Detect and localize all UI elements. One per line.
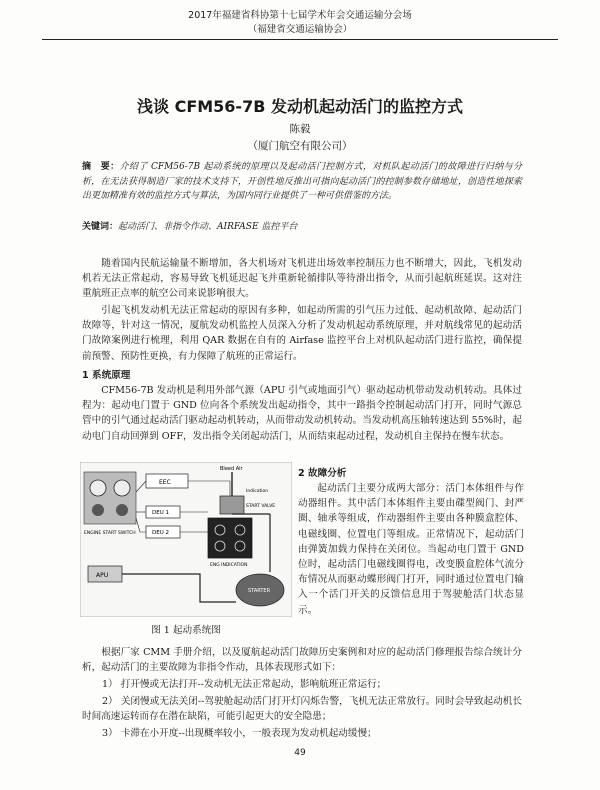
start-valve	[220, 496, 244, 514]
indication-label: Indication	[246, 489, 269, 494]
author-name: 陈毅	[289, 123, 311, 135]
abstract	[82, 160, 522, 204]
section-1-heading: 1 系统原理	[82, 370, 131, 381]
list-item	[82, 694, 522, 724]
list-item-number: 2）	[102, 696, 118, 707]
conference-header: 2017年福建省科协第十七届学术年会交通运输分会场	[188, 10, 412, 21]
abstract-text: 介绍了 CFM56-7B 起动系统的原理以及起动活门控制方式，对机队起动活门的故障进行归纳与分析，在无法获得制造厂家的技术支持下，开创性地反推出可指向起动活门的控制参数存储地址，创造性地探索出更加精准有效的监控方式与算法，为国内同行业提供了一种可供借鉴的方法。	[82, 162, 522, 201]
list-item-number: 3）	[102, 728, 118, 739]
start-switch-panel	[84, 472, 136, 524]
list-item	[82, 726, 522, 741]
conference-subheader: （福建省交通运输协会）	[247, 24, 353, 35]
abstract-label: 摘 要：	[82, 162, 120, 172]
keywords-text: 起动活门、非指令作动、AIRFASE 监控平台	[118, 222, 298, 232]
deu2-label: DEU 2	[152, 530, 169, 536]
start-system-diagram	[80, 462, 292, 617]
paper-title: 浅谈 CFM56-7B 发动机起动活门的监控方式	[137, 97, 463, 116]
list-item-number: 1）	[102, 679, 118, 690]
indicator-light-1	[92, 504, 104, 516]
section-2-text: 起动活门主要分成两大部分：活门本体组件与作动器组件。其中活门本体组件主要由碟型阀门、封严圈、轴承等组成，作动器组件主要由各种膜盒腔体、电磁线圈、位置电门等组成。正常情况下，起动活门由弹簧加载力保持在关闭位。当起动电门置于 GND 位时，起动活门电磁线圈得电，改变膜盒腔体气流分布情况从而驱动蝶形阀门打开，同时通过位置电门输入一个活门开关的反馈信息用于驾驶舱活门状态显示。	[298, 483, 524, 616]
eec-label: EEC	[159, 479, 171, 486]
switch-label: ENGINE START SWITCH	[84, 531, 136, 536]
cmm-paragraph: 根据厂家 CMM 手册介绍，以及厦航起动活门故障历史案例和对应的起动活门修理报告综合统计分析，起动活门的主要故障为非指令作动，具体表现形式如下：	[82, 647, 522, 674]
list-item-text: 卡滞在小开度--出现概率较小，一般表现为发动机起动缓慢；	[120, 728, 377, 739]
apu-label: APU	[96, 572, 109, 579]
list-item	[82, 677, 522, 692]
start-switch-knob-2	[114, 480, 130, 496]
indicator-light-2	[116, 504, 128, 516]
section-1-text: CFM56-7B 发动机是利用外部气源（APU 引气或地面引气）驱动起动机带动发动机转动。具体过程为：起动电门置于 GND 位向各个系统发出起动指令，其中一路指令控制起动活门打开，同时气源总管中的引气通过起动活门驱动起动机转动，从而带动发动机转动。当发动机高压轴转速达到 55%时，起动电门自动回弹到 OFF，发出指令关闭起动活门，从而结束起动过程，发动机自主保持在慢车状态。	[82, 385, 522, 442]
intro-paragraph-2: 引起飞机发动机无法正常起动的原因有多种，如起动所需的引气压力过低、起动机故障、起动活门故障等，针对这一情况，厦航发动机监控人员深入分析了发动机起动系统原理，并对航线常见的起动活门故障案例进行梳理，利用 QAR 数据在自有的 Airfase 监控平台上对机队起动活门进行监控，确保提前预警、预防性更换，有力保障了航班的正常运行。	[82, 305, 522, 362]
keywords	[82, 220, 522, 235]
bleed-air-label: Bleed Air	[220, 466, 243, 472]
intro-paragraph-1: 随着国内民航运输量不断增加，各大机场对飞机进出场效率控制压力也不断增大，因此，飞机发动机若无法正常起动，容易导致飞机延迟起飞并重新轮循排队等待滑出指令，从而引起航班延误。这对注重航班正点率的航空公司来说影响很大。	[82, 258, 522, 300]
keywords-label: 关键词：	[82, 222, 119, 232]
deu1-label: DEU 1	[152, 510, 169, 516]
page-number: 49	[294, 748, 306, 758]
starter-label: STARTER	[248, 588, 271, 594]
figure-caption: 图 1 起动系统图	[151, 625, 221, 636]
engine-display	[208, 518, 252, 558]
valve-label: START VALVE	[246, 504, 276, 509]
start-switch-knob-1	[90, 480, 106, 496]
header-rule	[42, 39, 558, 40]
section-2-heading: 2 故障分析	[298, 468, 347, 479]
display-label: ENG INDICATION	[210, 563, 248, 568]
list-item-text: 打开慢或无法打开--发动机无法正常起动，影响航班正常运行；	[120, 679, 387, 690]
list-item-text: 关闭慢或无法关闭--驾驶舱起动活门打开灯闪烁告警，飞机无法正常放行。同时会导致起动机长时间高速运转而存在潜在缺陷，可能引起更大的安全隐患；	[82, 696, 522, 723]
author-affiliation: （厦门航空有限公司）	[247, 140, 353, 152]
